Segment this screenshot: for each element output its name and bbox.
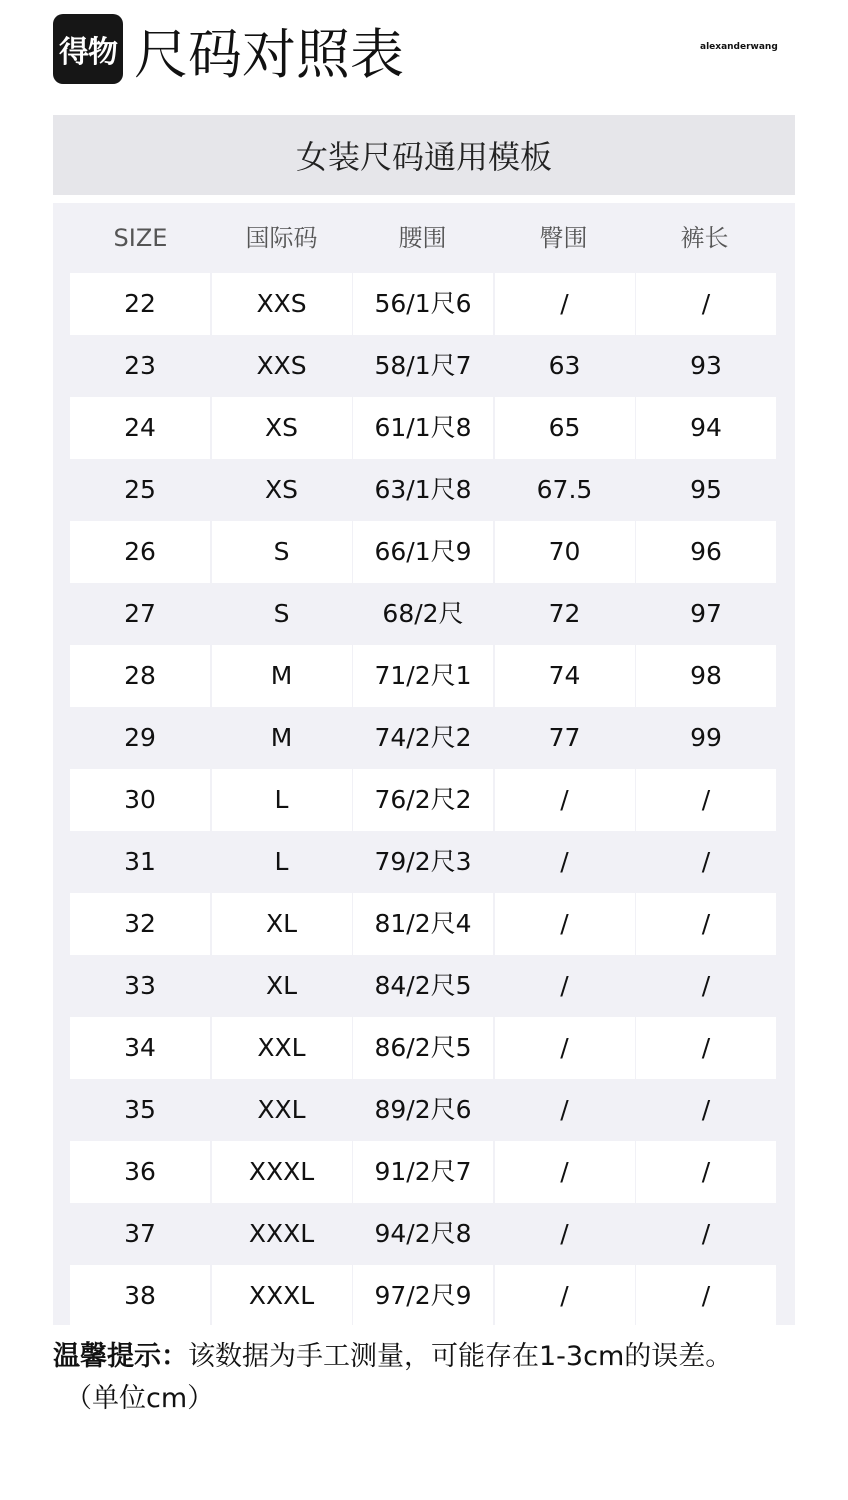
cell-size: 24 xyxy=(70,397,210,459)
cell-length: 96 xyxy=(636,521,776,583)
cell-international: L xyxy=(212,831,352,893)
cell-waist: 71/2尺1 xyxy=(353,645,493,707)
cell-length: 93 xyxy=(636,335,776,397)
unit-note: （单位cm） xyxy=(65,1383,215,1414)
page-title: 尺码对照表 xyxy=(134,23,404,86)
cell-waist: 58/1尺7 xyxy=(353,335,493,397)
table-row xyxy=(70,1079,776,1141)
cell-hip: / xyxy=(495,1141,635,1203)
cell-hip: 65 xyxy=(495,397,635,459)
cell-length: / xyxy=(636,831,776,893)
cell-hip: / xyxy=(495,1079,635,1141)
cell-waist: 94/2尺8 xyxy=(353,1203,493,1265)
cell-length: / xyxy=(636,1017,776,1079)
page-header xyxy=(0,0,848,110)
cell-waist: 56/1尺6 xyxy=(353,273,493,335)
cell-size: 37 xyxy=(70,1203,210,1265)
cell-hip: / xyxy=(495,1265,635,1325)
cell-hip: / xyxy=(495,1203,635,1265)
table-row xyxy=(70,1265,776,1325)
column-header-size: SIZE xyxy=(113,224,168,252)
brand-logo: alexanderwang xyxy=(700,42,778,52)
cell-waist: 84/2尺5 xyxy=(353,955,493,1017)
cell-length: / xyxy=(636,1265,776,1325)
cell-hip: / xyxy=(495,893,635,955)
cell-waist: 74/2尺2 xyxy=(353,707,493,769)
template-banner: 女装尺码通用模板 xyxy=(53,115,795,195)
cell-hip: / xyxy=(495,955,635,1017)
cell-international: XXL xyxy=(212,1079,352,1141)
table-row xyxy=(70,1203,776,1265)
table-row xyxy=(70,521,776,583)
cell-international: XL xyxy=(212,893,352,955)
cell-size: 29 xyxy=(70,707,210,769)
cell-hip: / xyxy=(495,273,635,335)
cell-length: 99 xyxy=(636,707,776,769)
table-row xyxy=(70,1141,776,1203)
table-row xyxy=(70,769,776,831)
cell-length: / xyxy=(636,1141,776,1203)
cell-hip: 63 xyxy=(495,335,635,397)
table-row xyxy=(70,583,776,645)
cell-international: M xyxy=(212,645,352,707)
cell-international: XS xyxy=(212,459,352,521)
cell-length: 98 xyxy=(636,645,776,707)
cell-size: 25 xyxy=(70,459,210,521)
cell-size: 36 xyxy=(70,1141,210,1203)
cell-hip: 74 xyxy=(495,645,635,707)
cell-waist: 63/1尺8 xyxy=(353,459,493,521)
cell-international: M xyxy=(212,707,352,769)
cell-international: S xyxy=(212,583,352,645)
table-row xyxy=(70,397,776,459)
cell-international: XXS xyxy=(212,273,352,335)
column-header-length: 裤长 xyxy=(680,224,729,252)
cell-waist: 66/1尺9 xyxy=(353,521,493,583)
cell-waist: 61/1尺8 xyxy=(353,397,493,459)
column-header-international: 国际码 xyxy=(245,224,318,252)
cell-size: 27 xyxy=(70,583,210,645)
cell-length: / xyxy=(636,769,776,831)
cell-size: 33 xyxy=(70,955,210,1017)
table-body xyxy=(70,273,776,1325)
table-row xyxy=(70,1017,776,1079)
cell-length: / xyxy=(636,955,776,1017)
cell-international: XS xyxy=(212,397,352,459)
cell-international: XXS xyxy=(212,335,352,397)
column-header-waist: 腰围 xyxy=(398,224,447,252)
footnote-label: 温馨提示： xyxy=(53,1341,188,1372)
cell-size: 30 xyxy=(70,769,210,831)
cell-size: 34 xyxy=(70,1017,210,1079)
cell-length: 97 xyxy=(636,583,776,645)
column-header-hip: 臀围 xyxy=(539,224,588,252)
table-row xyxy=(70,893,776,955)
cell-hip: 72 xyxy=(495,583,635,645)
cell-international: S xyxy=(212,521,352,583)
table-row xyxy=(70,273,776,335)
cell-waist: 91/2尺7 xyxy=(353,1141,493,1203)
cell-waist: 86/2尺5 xyxy=(353,1017,493,1079)
table-row xyxy=(70,335,776,397)
footnote-text: 该数据为手工测量，可能存在1-3cm的误差。 xyxy=(188,1341,733,1372)
cell-length: / xyxy=(636,893,776,955)
cell-size: 26 xyxy=(70,521,210,583)
cell-hip: 77 xyxy=(495,707,635,769)
cell-size: 23 xyxy=(70,335,210,397)
cell-hip: 70 xyxy=(495,521,635,583)
table-row xyxy=(70,459,776,521)
cell-waist: 68/2尺 xyxy=(353,583,493,645)
cell-waist: 81/2尺4 xyxy=(353,893,493,955)
footnote xyxy=(53,1336,813,1420)
cell-size: 35 xyxy=(70,1079,210,1141)
cell-international: XXL xyxy=(212,1017,352,1079)
table-header-row xyxy=(70,203,776,273)
cell-international: XL xyxy=(212,955,352,1017)
cell-size: 22 xyxy=(70,273,210,335)
cell-length: 94 xyxy=(636,397,776,459)
cell-size: 32 xyxy=(70,893,210,955)
cell-length: / xyxy=(636,1203,776,1265)
table-row xyxy=(70,955,776,1017)
cell-international: XXXL xyxy=(212,1265,352,1325)
cell-size: 31 xyxy=(70,831,210,893)
dewu-app-logo: 得物 xyxy=(53,14,123,84)
cell-waist: 76/2尺2 xyxy=(353,769,493,831)
cell-waist: 97/2尺9 xyxy=(353,1265,493,1325)
cell-international: XXXL xyxy=(212,1141,352,1203)
cell-hip: / xyxy=(495,831,635,893)
table-row xyxy=(70,707,776,769)
size-table xyxy=(53,203,795,1325)
cell-waist: 79/2尺3 xyxy=(353,831,493,893)
table-row xyxy=(70,645,776,707)
cell-hip: / xyxy=(495,1017,635,1079)
cell-length: / xyxy=(636,1079,776,1141)
cell-length: 95 xyxy=(636,459,776,521)
cell-length: / xyxy=(636,273,776,335)
cell-size: 38 xyxy=(70,1265,210,1325)
cell-international: XXXL xyxy=(212,1203,352,1265)
cell-hip: 67.5 xyxy=(495,459,635,521)
table-row xyxy=(70,831,776,893)
cell-size: 28 xyxy=(70,645,210,707)
cell-international: L xyxy=(212,769,352,831)
cell-waist: 89/2尺6 xyxy=(353,1079,493,1141)
cell-hip: / xyxy=(495,769,635,831)
